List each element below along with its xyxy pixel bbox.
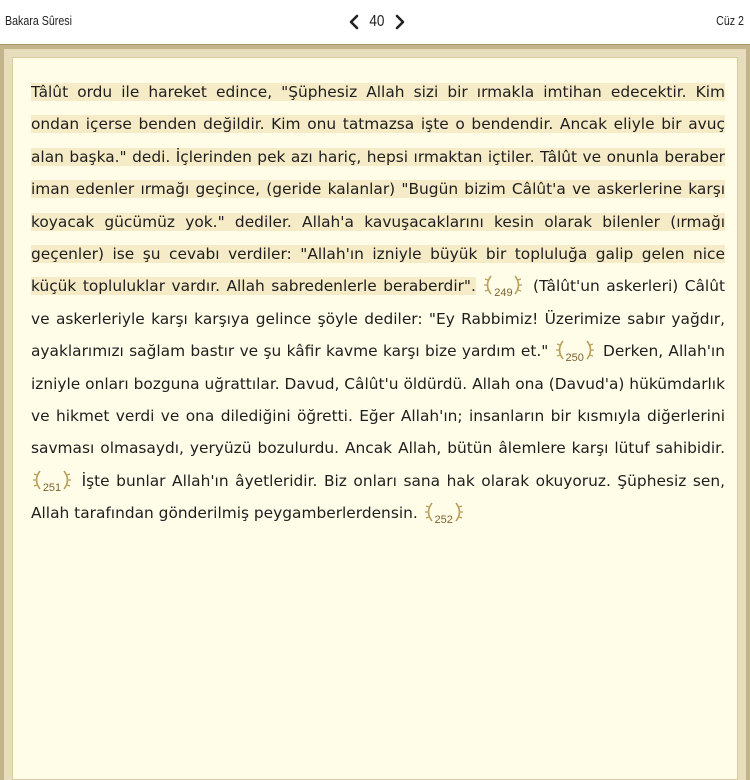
verse-marker-251[interactable] — [32, 468, 72, 492]
page-content — [12, 57, 738, 780]
juz-label: Cüz 2 — [716, 13, 744, 28]
verse-text-block — [31, 76, 725, 530]
chevron-left-icon — [348, 14, 360, 30]
page-frame — [0, 44, 750, 780]
verse-text[interactable]: İşte bunlar Allah'ın âyetleridir. Biz onları sana hak olarak okuyoruz. Şüphesiz sen, Allah tarafından gönderilmiş peygamberlerdensin. — [31, 471, 725, 523]
page-navigator — [346, 8, 408, 36]
verse-number: 252 — [434, 514, 453, 527]
verse-marker-250[interactable] — [555, 338, 595, 365]
verse-text[interactable]: Derken, Allah'ın izniyle onları bozguna uğrattılar. Davud, Câlût'u öldürdü. Allah ona (Davud'a) hükümdarlık ve hikmet verdi ve ona dilediğini öğretti. Eğer Allah'ın; insanların bir kısmıyla diğerlerini savması olmasaydı, yeryüzü bozulurdu. Ancak Allah, bütün âlemlere karşı lütuf sahibidir. — [31, 342, 725, 458]
surah-name: Bakara Sûresi — [5, 13, 72, 28]
next-page-button[interactable] — [392, 10, 408, 34]
highlighted-verse-text[interactable]: Tâlût ordu ile hareket edince, "Şüphesiz Allah sizi bir ırmakla imtihan edecektir. Kim ondan içerse benden değildir. Kim onu tatmazsa işte o bendendir. Ancak eliyle bir avuç alan başka." dedi. İçlerinden pek azı hariç, hepsi ırmaktan içtiler. Tâlût ve onunla beraber iman edenler ırmağı geçince, (geride kalanlar) "Bugün bizim Câlût'a ve askerlerine karşı koyacak gücümüz yok." dediler. Allah'a kavuşacaklarını kesin olarak bilenler (ırmağı geçenler) ise şu cevabı verdiler: "Allah'ın izniyle büyük bir topluluğa galip gelen nice küçük topluluklar vardır. Allah sabredenlerle beraberdir". — [31, 83, 725, 296]
top-bar — [0, 0, 750, 44]
verse-number: 249 — [494, 287, 513, 300]
verse-marker-249[interactable] — [483, 273, 523, 300]
chevron-right-icon — [394, 14, 406, 30]
page-frame-inner — [4, 49, 746, 780]
verse-number: 251 — [42, 481, 62, 494]
verse-number: 250 — [565, 352, 584, 365]
prev-page-button[interactable] — [346, 10, 362, 34]
verse-text[interactable]: (Tâlût'un askerleri) Câlût ve askerleriyle karşı karşıya gelince şöyle dediler: "Ey Rabbimiz! Üzerimize sabır yağdır, ayaklarımızı sağlam bastır ve şu kâfir kavme karşı bize yardım et." — [31, 277, 725, 361]
page-number: 40 — [369, 13, 385, 30]
verse-marker-252[interactable] — [424, 500, 464, 527]
